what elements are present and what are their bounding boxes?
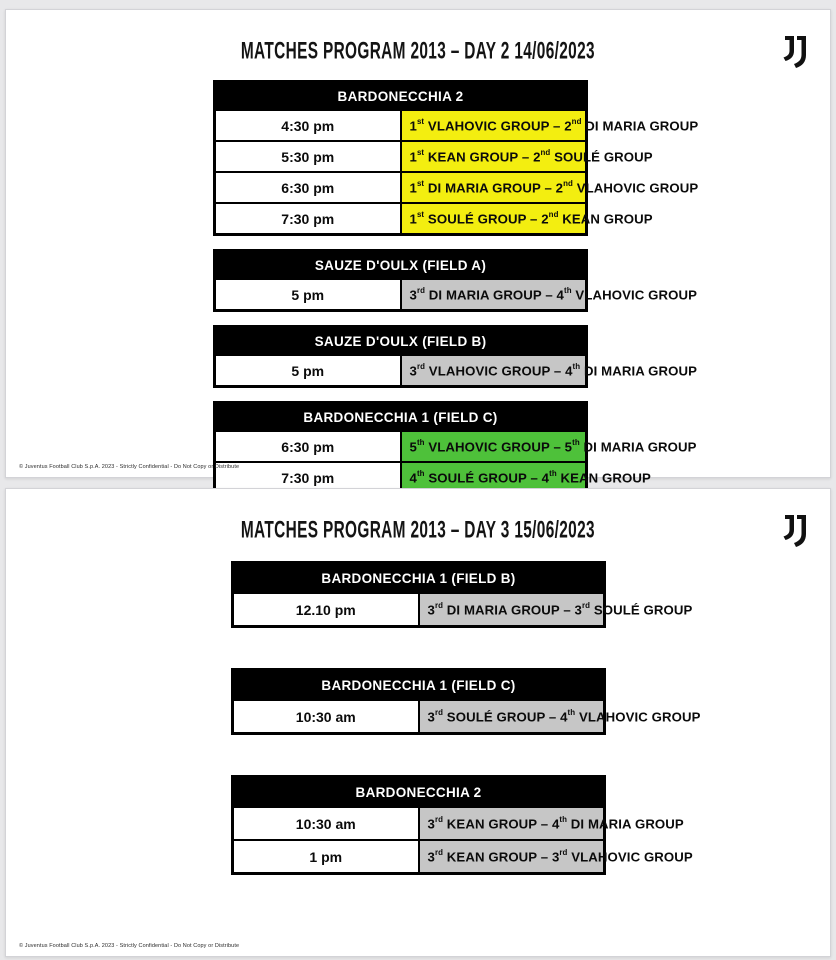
ordinal-suffix: rd [559,848,568,858]
page-header [6,10,830,72]
team-name: VLAHOVIC GROUP [572,180,699,196]
match-row [233,700,605,734]
table-body [215,431,697,494]
ordinal-suffix: nd [548,210,559,220]
ordinal-number: 2 [533,149,541,165]
match-fixture-cell [419,593,693,627]
page-title: MATCHES PROGRAM 2013 – DAY 2 14/06/2023 [240,37,596,64]
match-row [215,279,587,311]
ordinal-suffix: nd [563,179,573,189]
match-fixture-cell [419,840,693,874]
match-time-cell: 5:30 pm [215,141,401,172]
venue-row [215,327,587,356]
match-row [233,807,605,840]
ordinal-number: 1 [409,180,417,196]
match-row [215,431,587,462]
match-row [215,172,587,203]
ordinal-suffix: st [416,179,425,189]
ordinal-number: 3 [409,363,417,379]
match-time-cell: 12.10 pm [233,593,419,627]
match-fixture-cell [401,279,697,311]
team-name: VLAHOVIC GROUP [424,439,550,455]
match-time-cell: 7:30 pm [215,203,401,235]
team-name: KEAN GROUP [558,211,653,227]
match-table [213,325,697,388]
match-row [215,203,587,235]
match-time-cell: 10:30 am [233,807,419,840]
match-time-cell: 1 pm [233,840,419,874]
venue-header: BARDONECCHIA 2 [215,82,587,111]
match-row [215,355,587,387]
team-name: KEAN GROUP [424,149,519,165]
team-name: DI MARIA GROUP [425,287,542,303]
match-fixture-cell [419,700,701,734]
fixture-separator: – [536,849,552,865]
ordinal-number: 4 [556,287,564,303]
ordinal-number: 5 [409,439,417,455]
team-name: SOULÉ GROUP [424,470,527,486]
fixture-separator: – [549,118,565,134]
team-name: VLAHOVIC GROUP [575,709,701,725]
page-title: MATCHES PROGRAM 2013 – DAY 3 15/06/2023 [240,516,596,543]
ordinal-number: 4 [560,709,568,725]
team-name: VLAHOVIC GROUP [425,363,551,379]
ordinal-number: 4 [541,470,550,486]
ordinal-number: 3 [427,816,435,832]
table-head [215,327,587,356]
ordinal-suffix: st [416,148,425,158]
fixture-separator: – [559,602,575,618]
venue-row [233,563,605,594]
team-name: DI MARIA GROUP [580,363,697,379]
table-body [215,279,697,311]
venue-header: SAUZE D'OULX (FIELD B) [215,327,587,356]
juventus-logo-icon [782,35,808,69]
match-time-cell: 4:30 pm [215,110,401,141]
table-body [233,593,693,627]
match-row [233,593,605,627]
venue-header: SAUZE D'OULX (FIELD A) [215,251,587,280]
page-day-3 [5,488,831,957]
ordinal-number: 5 [564,439,573,455]
team-name: VLAHOVIC GROUP [571,287,697,303]
ordinal-number: 3 [551,849,560,865]
fixture-separator: – [526,470,542,486]
venue-header: BARDONECCHIA 1 (FIELD C) [215,403,587,432]
match-tables-day-3 [231,561,701,875]
venue-row [233,777,605,808]
fixture-separator: – [550,363,566,379]
fixture-separator: – [518,149,534,165]
page-header [6,489,830,551]
fixture-separator: – [540,180,556,196]
confidentiality-note: © Juventus Football Club S.p.A. 2023 - Strictly Confidential - Do Not Copy or Distribute [19,943,240,949]
fixture-separator: – [545,709,561,725]
ordinal-suffix: th [416,438,425,448]
table-head [233,777,605,808]
ordinal-number: 2 [564,118,572,134]
table-head [233,563,605,594]
venue-row [215,82,587,111]
table-head [233,670,605,701]
ordinal-suffix: rd [581,601,591,611]
match-row [233,840,605,874]
match-row [215,141,587,172]
venue-row [215,251,587,280]
ordinal-suffix: rd [416,286,426,296]
match-fixture-cell [401,110,699,141]
match-table [231,668,701,735]
team-name: DI MARIA GROUP [579,439,697,455]
match-table [231,775,693,875]
ordinal-number: 3 [574,602,582,618]
ordinal-suffix: rd [434,708,444,718]
table-head [215,82,587,111]
match-table [213,80,699,236]
ordinal-suffix: rd [434,601,444,611]
match-table [213,249,697,312]
match-table [231,561,693,628]
team-name: KEAN GROUP [443,816,537,832]
table-body [233,700,701,734]
ordinal-suffix: nd [540,148,551,158]
ordinal-number: 1 [409,118,417,134]
ordinal-suffix: th [563,286,572,296]
ordinal-suffix: th [416,469,425,479]
match-time-cell: 5 pm [215,279,401,311]
team-name: DI MARIA GROUP [424,180,541,196]
match-tables-day-2 [213,80,699,495]
match-time-cell: 5 pm [215,355,401,387]
ordinal-suffix: rd [416,362,426,372]
match-fixture-cell [401,203,653,235]
venue-row [233,670,605,701]
match-fixture-cell [401,172,699,203]
team-name: SOULÉ GROUP [550,149,653,165]
team-name: DI MARIA GROUP [443,602,560,618]
ordinal-suffix: th [572,362,581,372]
venue-header: BARDONECCHIA 1 (FIELD C) [233,670,605,701]
match-fixture-cell [401,431,697,462]
ordinal-number: 3 [427,602,435,618]
juventus-logo-icon [782,514,808,548]
match-time-cell: 10:30 am [233,700,419,734]
match-fixture-cell [419,807,684,840]
ordinal-suffix: th [567,708,576,718]
confidentiality-note: © Juventus Football Club S.p.A. 2023 - Strictly Confidential - Do Not Copy or Distribute [19,464,240,470]
ordinal-suffix: nd [571,117,582,127]
fixture-separator: – [526,211,542,227]
ordinal-suffix: rd [434,815,444,825]
table-body [215,355,697,387]
team-name: KEAN GROUP [443,849,537,865]
ordinal-number: 3 [427,849,435,865]
ordinal-number: 4 [551,816,560,832]
ordinal-suffix: st [416,210,425,220]
team-name: SOULÉ GROUP [443,709,546,725]
team-name: VLAHOVIC GROUP [424,118,550,134]
ordinal-number: 4 [565,363,573,379]
team-name: SOULÉ GROUP [424,211,527,227]
venue-row [215,403,587,432]
ordinal-number: 3 [409,287,417,303]
table-body [233,807,693,874]
venue-header: BARDONECCHIA 1 (FIELD B) [233,563,605,594]
ordinal-suffix: th [559,815,568,825]
team-name: DI MARIA GROUP [581,118,699,134]
ordinal-number: 1 [409,211,417,227]
match-time-cell: 6:30 pm [215,172,401,203]
ordinal-number: 2 [555,180,564,196]
fixture-separator: – [549,439,565,455]
match-time-cell: 6:30 pm [215,431,401,462]
ordinal-number: 4 [409,470,417,486]
fixture-separator: – [536,816,552,832]
table-body [215,110,699,235]
match-row [215,110,587,141]
ordinal-suffix: th [572,438,580,448]
team-name: KEAN GROUP [556,470,651,486]
table-head [215,403,587,432]
team-name: DI MARIA GROUP [567,816,684,832]
ordinal-number: 2 [541,211,549,227]
ordinal-suffix: th [549,469,557,479]
match-fixture-cell [401,355,697,387]
ordinal-suffix: rd [434,848,444,858]
team-name: SOULÉ GROUP [590,602,693,618]
ordinal-number: 1 [409,149,417,165]
page-day-2 [5,9,831,486]
venue-header: BARDONECCHIA 2 [233,777,605,808]
team-name: VLAHOVIC GROUP [567,849,693,865]
match-table [213,401,697,495]
match-time-cell: 7:30 pm [215,462,401,494]
ordinal-suffix: st [416,117,425,127]
fixture-separator: – [541,287,557,303]
ordinal-number: 3 [427,709,435,725]
table-head [215,251,587,280]
match-fixture-cell [401,141,653,172]
